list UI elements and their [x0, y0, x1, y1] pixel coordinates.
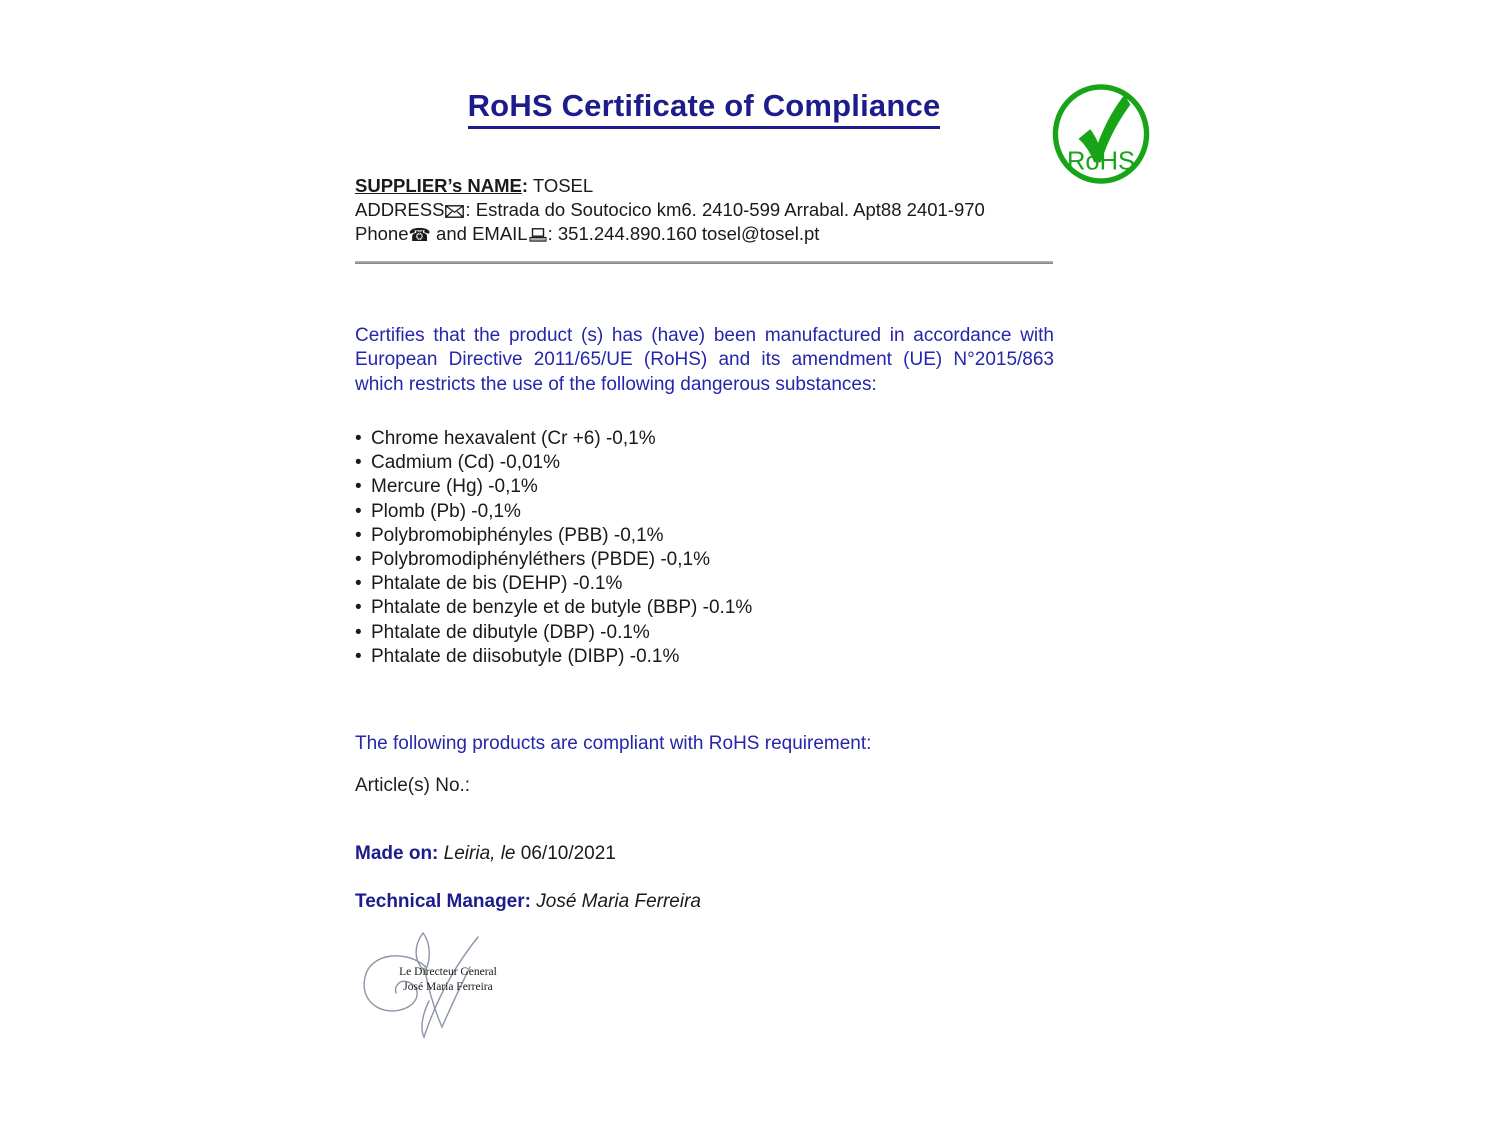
address-value: : Estrada do Soutocico km6. 2410-599 Arrabal. Apt88 2401-970: [465, 199, 985, 220]
signature-caption-line1: Le Directeur General: [399, 966, 497, 978]
technical-manager-value: José Maria Ferreira: [530, 891, 701, 912]
made-on-date: 06/10/2021: [515, 843, 616, 864]
substance-item: • Chrome hexavalent (Cr +6) -0,1%: [355, 427, 1075, 451]
articles-label: Article(s) No.:: [355, 775, 471, 796]
substance-item: • Cadmium (Cd) -0,01%: [355, 451, 1075, 475]
address-label: ADDRESS: [355, 199, 445, 220]
rohs-logo-graphic: [1052, 84, 1150, 184]
supplier-name-label: SUPPLIER’s NAME: [355, 175, 522, 196]
supplier-name-line: [355, 174, 1075, 198]
phone-label: Phone: [355, 223, 409, 244]
page-title-text: RoHS Certificate of Compliance: [468, 88, 941, 129]
technical-manager-label: Technical Manager:: [355, 891, 531, 912]
logo-text: RoHS: [1067, 147, 1135, 176]
made-on-label: Made on:: [355, 843, 439, 864]
contact-value: : 351.244.890.160 tosel@tosel.pt: [547, 223, 820, 244]
made-on-place: Leiria, le: [438, 843, 516, 864]
supplier-name-value: TOSEL: [528, 175, 594, 196]
substance-item: • Plomb (Pb) -0,1%: [355, 500, 1075, 524]
certification-statement: Certifies that the product (s) has (have) been manufactured in accordance with European Directive 2011/65/UE (RoHS) and its amendment (UE) N°2015/863 which restricts the use of the following dangerous substances:: [355, 325, 1054, 395]
technical-manager-line: [355, 891, 701, 913]
signature-caption: [388, 965, 508, 995]
substances-list: [355, 427, 1075, 669]
made-on-line: [355, 843, 616, 865]
supplier-block: [355, 174, 1075, 248]
substance-item: • Phtalate de bis (DEHP) -0.1%: [355, 572, 1075, 596]
supplier-contact-line: [355, 222, 1075, 248]
compliance-statement: The following products are compliant with RoHS requirement:: [355, 733, 872, 754]
substance-item: • Polybromobiphényles (PBB) -0,1%: [355, 524, 1075, 548]
telephone-icon: ☎: [408, 225, 431, 246]
substance-item: • Mercure (Hg) -0,1%: [355, 475, 1075, 499]
substance-item: • Polybromodiphényléthers (PBDE) -0,1%: [355, 548, 1075, 572]
rohs-logo: [1052, 84, 1150, 184]
supplier-address-line: [355, 198, 1075, 222]
substance-item: • Phtalate de diisobutyle (DIBP) -0.1%: [355, 645, 1075, 669]
envelope-icon: [445, 205, 464, 218]
signature-block: [350, 915, 520, 1055]
section-divider: [355, 261, 1053, 264]
substance-item: • Phtalate de benzyle et de butyle (BBP) -0.1%: [355, 596, 1075, 620]
signature-caption-line2: José Maria Ferreira: [403, 981, 493, 993]
computer-icon: [529, 228, 547, 242]
substance-item: • Phtalate de dibutyle (DBP) -0.1%: [355, 621, 1075, 645]
page-title: [355, 88, 1053, 129]
email-label: and EMAIL: [430, 223, 528, 244]
supplier-name-colon: :: [521, 175, 529, 196]
